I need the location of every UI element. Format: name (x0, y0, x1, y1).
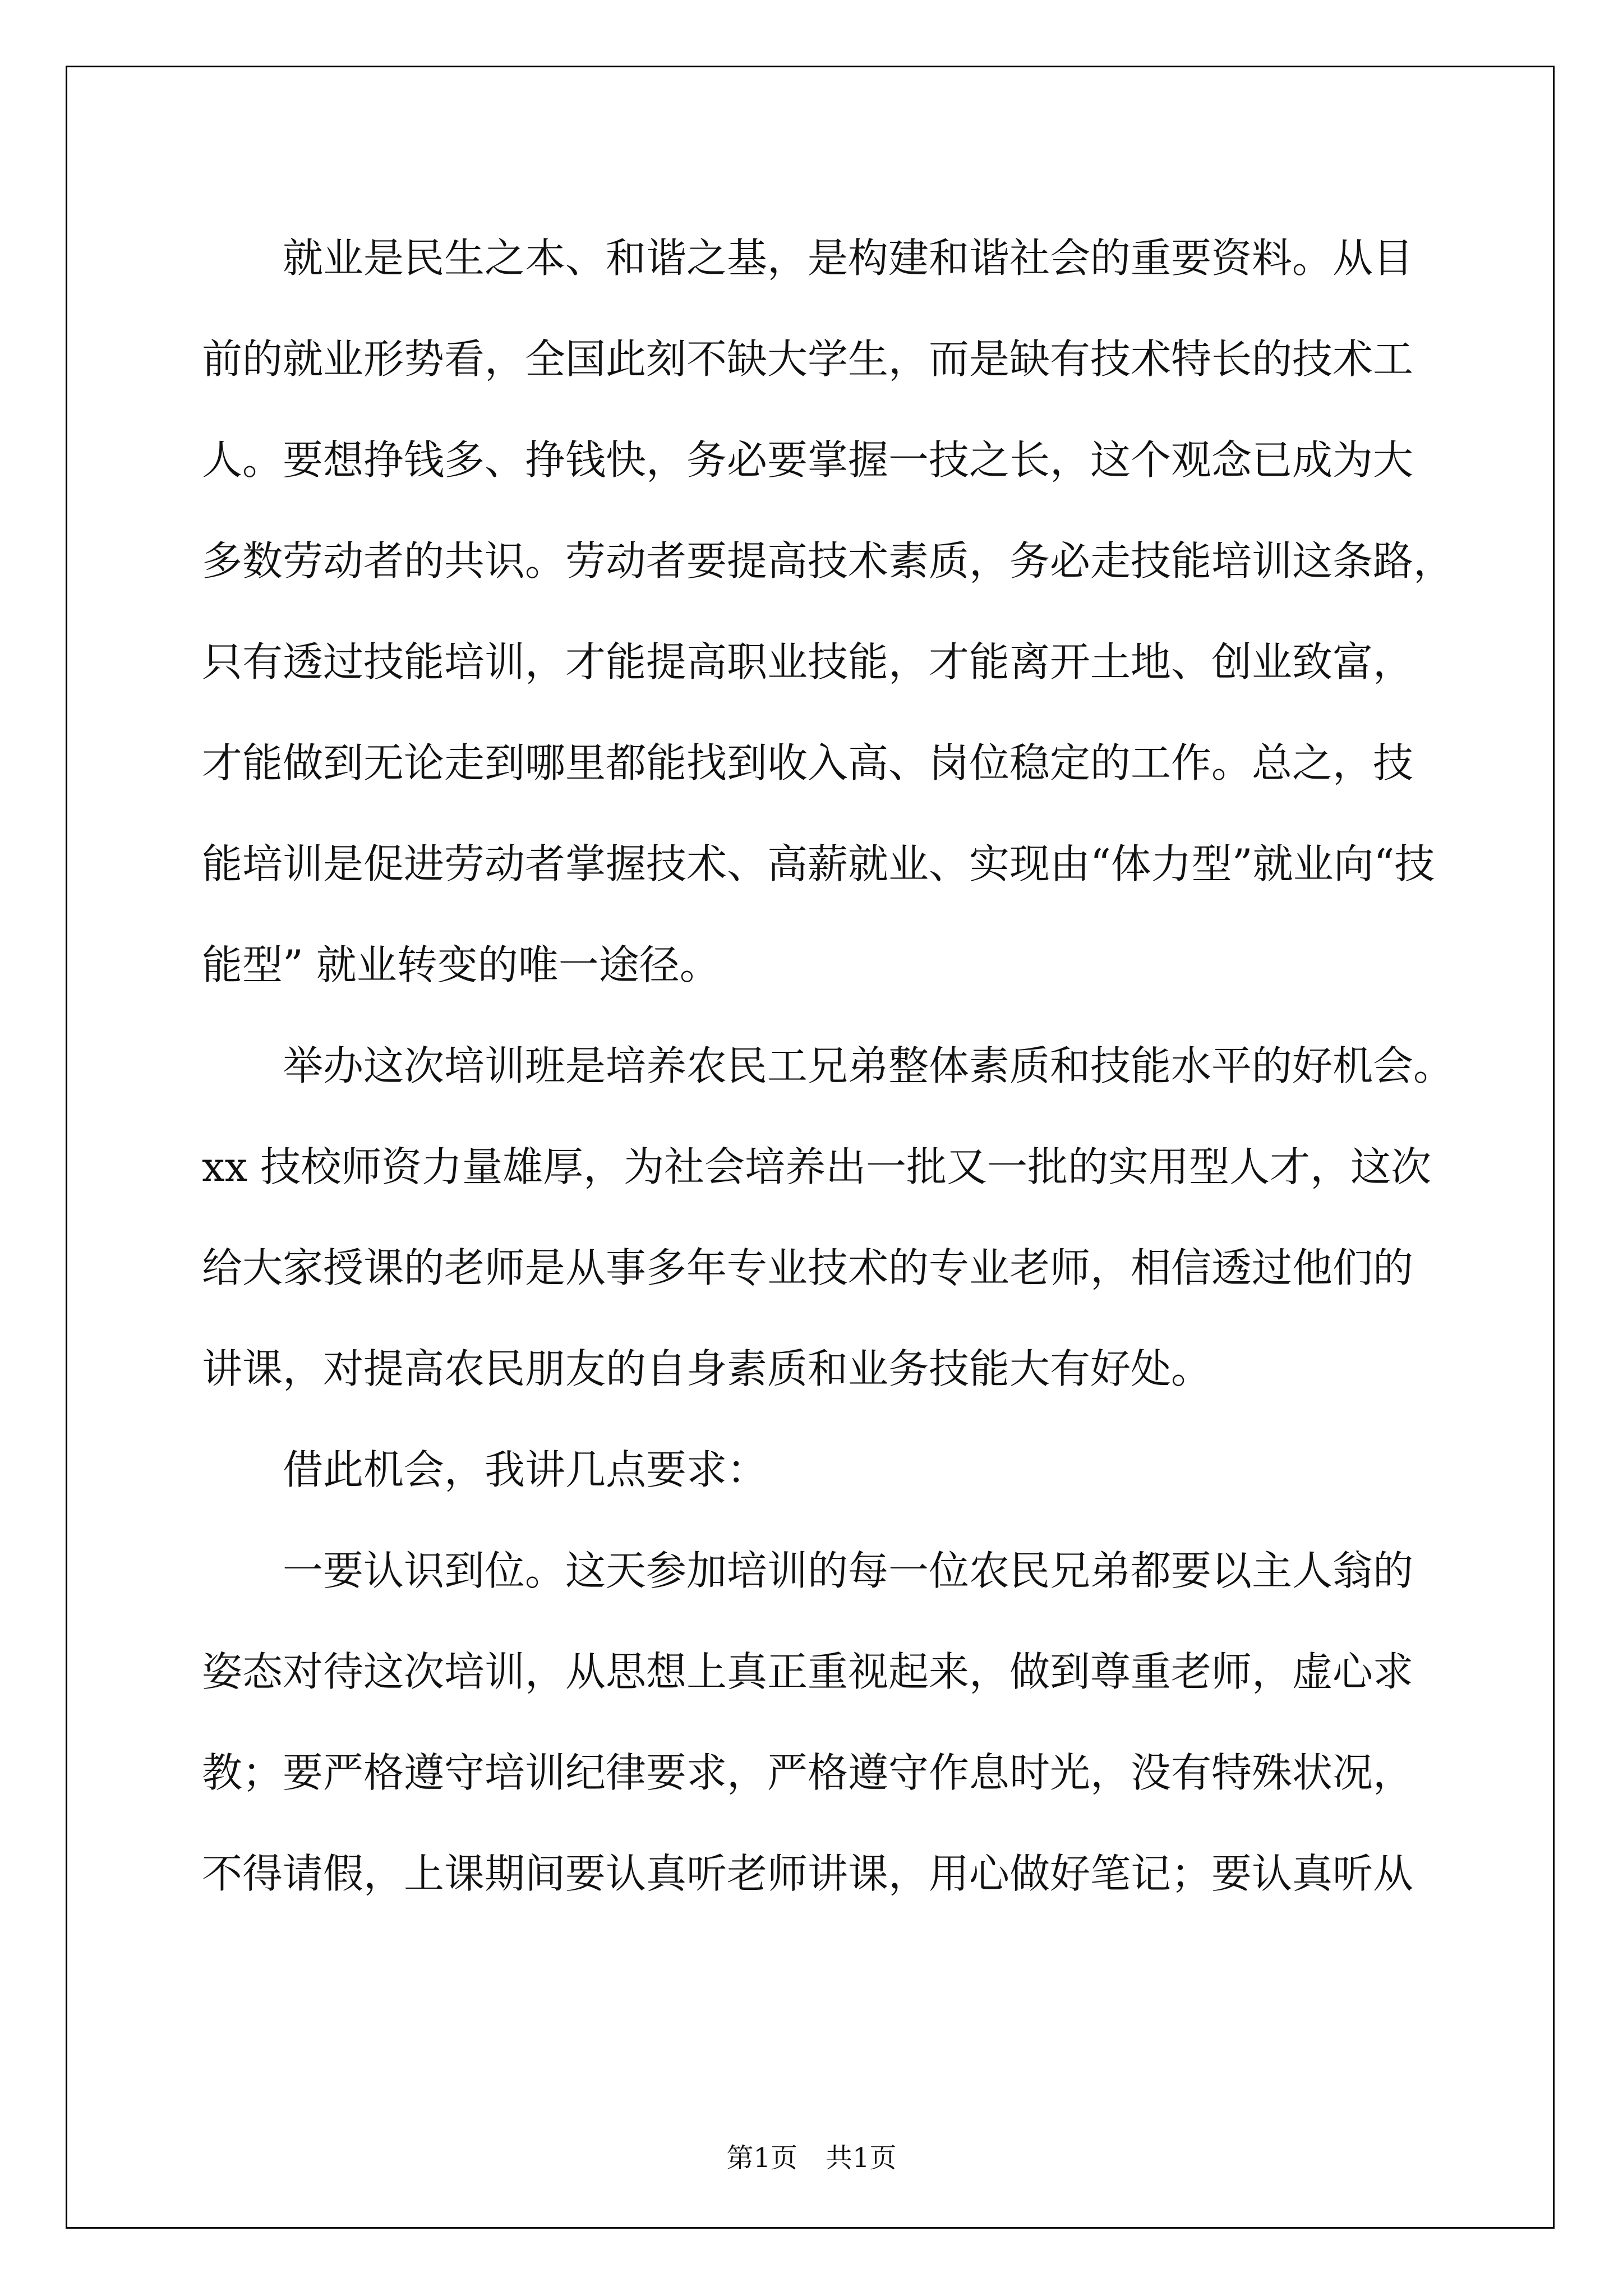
paragraph-2-line-2: xx 技校师资力量雄厚，为社会培养出一批又一批的实用型人才，这次 (202, 1143, 1432, 1190)
page-number: 第1页 (726, 2142, 797, 2174)
paragraph-4-line-1: 一要认识到位。这天参加培训的每一位农民兄弟都要以主人翁的 (283, 1547, 1414, 1594)
paragraph-1-line-8: 能型” 就业转变的唯一途径。 (202, 941, 720, 988)
paragraph-2-line-3: 给大家授课的老师是从事多年专业技术的专业老师，相信透过他们的 (202, 1244, 1414, 1291)
paragraph-3-line-1: 借此机会，我讲几点要求： (283, 1446, 768, 1493)
paragraph-1-line-2: 前的就业形势看，全国此刻不缺大学生，而是缺有技术特长的技术工 (202, 335, 1414, 383)
paragraph-4-line-3: 教；要严格遵守培训纪律要求，严格遵守作息时光，没有特殊状况， (202, 1749, 1414, 1796)
paragraph-1-line-6: 才能做到无论走到哪里都能找到收入高、岗位稳定的工作。总之，技 (202, 739, 1414, 786)
paragraph-1-line-4: 多数劳动者的共识。劳动者要提高技术素质，务必走技能培训这条路， (202, 537, 1454, 585)
paragraph-1-line-3: 人。要想挣钱多、挣钱快，务必要掌握一技之长，这个观念已成为大 (202, 436, 1414, 484)
paragraph-1-line-1: 就业是民生之本、和谐之基，是构建和谐社会的重要资料。从目 (283, 234, 1414, 282)
paragraph-4-line-2: 姿态对待这次培训，从思想上真正重视起来，做到尊重老师，虚心求 (202, 1648, 1414, 1695)
page-footer (0, 2141, 1623, 2175)
paragraph-1-line-7: 能培训是促进劳动者掌握技术、高薪就业、实现由“体力型”就业向“技 (202, 840, 1435, 887)
paragraph-2-line-4: 讲课，对提高农民朋友的自身素质和业务技能大有好处。 (202, 1345, 1212, 1392)
page-total: 共1页 (826, 2142, 897, 2174)
paragraph-1-line-5: 只有透过技能培训，才能提高职业技能，才能离开土地、创业致富， (202, 638, 1414, 685)
document-body (202, 208, 1454, 1924)
paragraph-2-line-1: 举办这次培训班是培养农民工兄弟整体素质和技能水平的好机会。 (283, 1042, 1454, 1089)
paragraph-4-line-4: 不得请假，上课期间要认真听老师讲课，用心做好笔记；要认真听从 (202, 1850, 1414, 1897)
